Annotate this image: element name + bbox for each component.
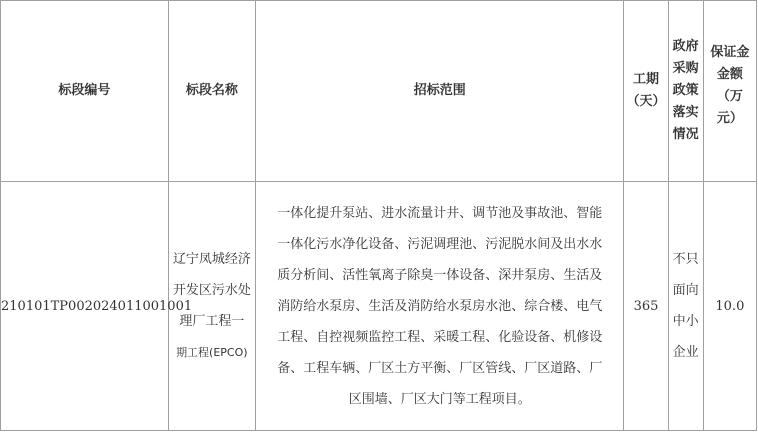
lot-name-line: 开发区污水处 — [172, 283, 251, 298]
cell-lot-number: 210101TP002024011001001 — [1, 182, 169, 431]
header-policy-line: 情况 — [672, 126, 699, 142]
scope-line: 消防给水泵房、生活及消防给水泵房水池、综合楼、电气 — [277, 298, 603, 314]
table-header-row — [1, 1, 757, 182]
header-deposit-line: 保证金 — [710, 45, 750, 60]
cell-deposit: 10.0 — [703, 182, 756, 431]
header-scope — [256, 1, 624, 182]
header-period-line: （天） — [626, 93, 666, 109]
header-deposit-line: （万 — [716, 89, 743, 104]
policy-line: 不只 — [672, 252, 699, 267]
scope-line: 一体化污水净化设备、污泥调理池、污泥脱水间及出水水 — [277, 236, 603, 252]
header-scope-label: 招标范围 — [413, 83, 466, 98]
header-lot-number-label: 标段编号 — [58, 83, 111, 98]
header-lot-name — [168, 1, 255, 182]
scope-line: 工程、自控视频监控工程、采暖工程、化验设备、机修设 — [277, 329, 603, 345]
header-policy-line: 采购 — [672, 60, 699, 76]
cell-scope — [256, 182, 624, 431]
header-policy-line: 落实 — [672, 104, 699, 120]
header-deposit-line: 元） — [716, 111, 743, 126]
cell-policy — [668, 182, 703, 431]
header-policy — [668, 1, 703, 182]
header-deposit — [703, 1, 756, 182]
header-policy-line: 政策 — [672, 82, 699, 98]
policy-line: 面向 — [672, 283, 699, 298]
cell-period: 365 — [624, 182, 668, 431]
header-period — [624, 1, 668, 182]
policy-line: 中小 — [672, 314, 699, 329]
lot-name-line: 辽宁凤城经济 — [172, 252, 251, 267]
header-deposit-line: 金额 — [716, 67, 743, 82]
scope-line: 备、工程车辆、厂区土方平衡、厂区管线、厂区道路、厂 — [277, 360, 603, 376]
lot-name-line: 期工程(EPCO) — [176, 346, 248, 359]
policy-line: 企业 — [672, 345, 699, 360]
lot-name-line: 理厂工程一 — [179, 314, 245, 329]
scope-line: 一体化提升泵站、进水流量计井、调节池及事故池、智能 — [277, 205, 603, 221]
header-period-line: 工期 — [633, 71, 660, 87]
scope-line: 质分析间、活性氧离子除臭一体设备、深井泵房、生活及 — [277, 267, 603, 283]
header-lot-name-label: 标段名称 — [185, 83, 238, 98]
cell-lot-name — [168, 182, 255, 431]
scope-line: 区围墙、厂区大门等工程项目。 — [348, 391, 531, 407]
header-policy-line: 政府 — [672, 38, 699, 54]
header-lot-number — [1, 1, 169, 182]
table-row — [1, 182, 757, 431]
